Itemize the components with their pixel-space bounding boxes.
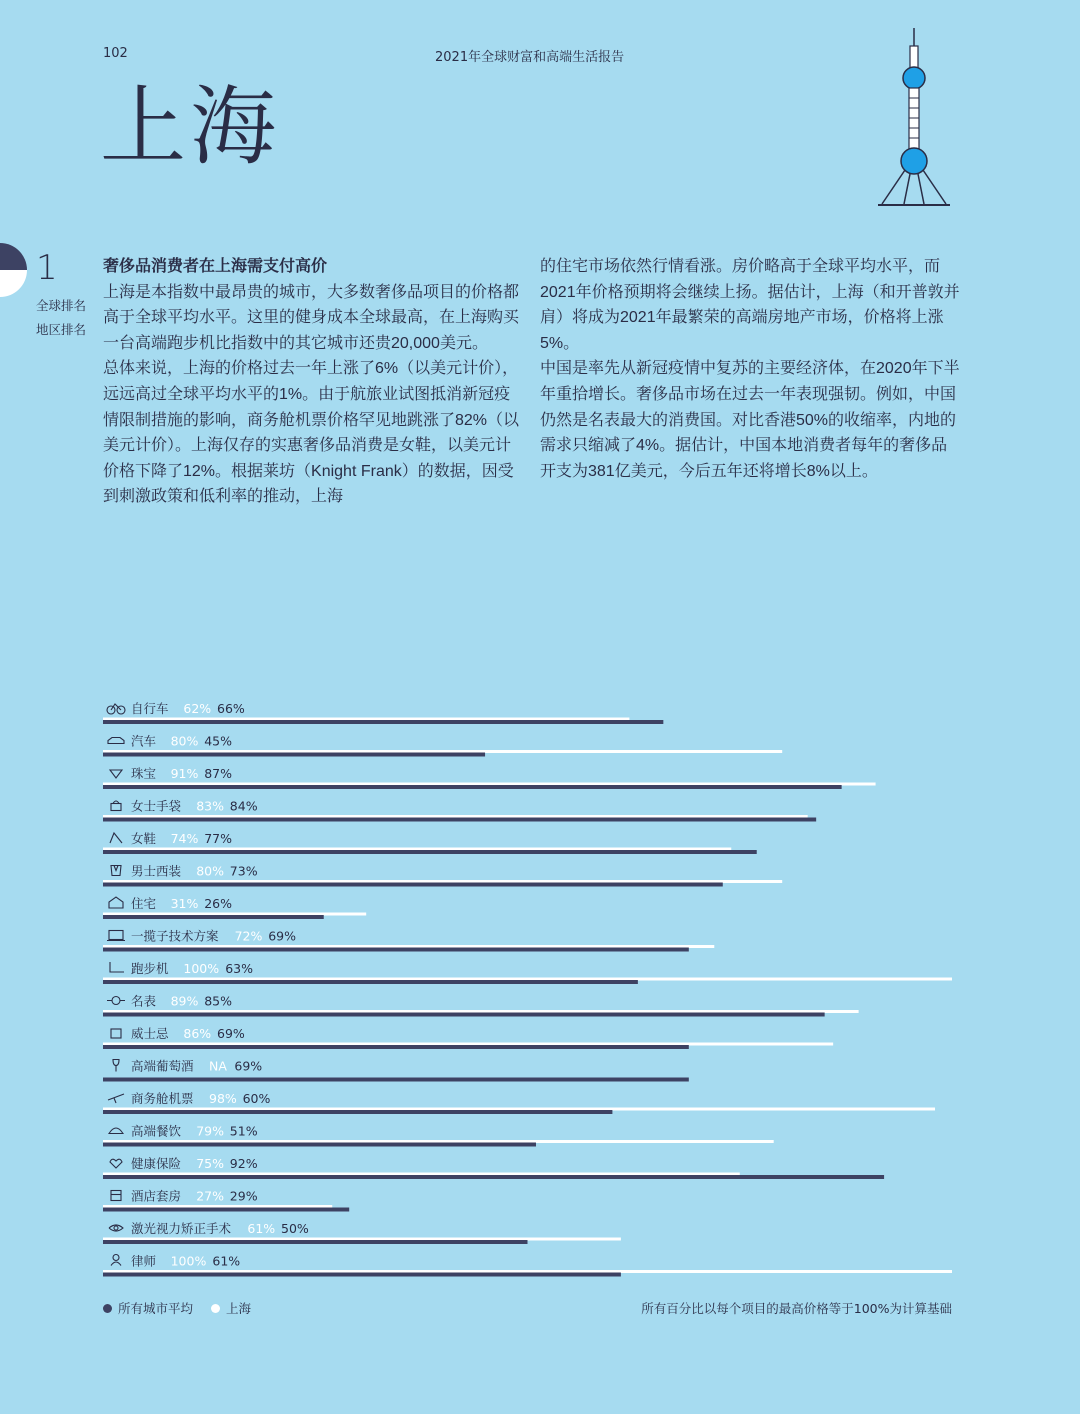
shanghai-value-label: 98%	[209, 1091, 237, 1106]
category-label: 名表	[131, 993, 157, 1009]
category-label: 汽车	[131, 733, 157, 749]
article-paragraph-3: 中国是率先从新冠疫情中复苏的主要经济体，在2020年下半年重拾增长。奢侈品市场在过去一年表现强韧。例如，中国仍然是名表最大的消费国。对比香港50%的收缩率，内地的需求只缩减了4%。据估计，中国本地消费者每年的奢侈品开支为381亿美元，今后五年还将增长8%以上。	[540, 360, 960, 480]
rank-label-region: 地区排名	[36, 322, 87, 337]
average-value-label: 73%	[229, 863, 258, 879]
page-number: 102	[103, 46, 128, 61]
category-label: 高端葡萄酒	[131, 1058, 194, 1074]
average-bar	[103, 948, 689, 952]
average-bar	[103, 850, 757, 854]
average-value-label: 85%	[204, 993, 232, 1009]
category-label: 高端餐饮	[131, 1123, 182, 1139]
watch-icon	[107, 997, 125, 1005]
shanghai-value-label: 100%	[170, 1253, 207, 1269]
average-value-label: 45%	[204, 733, 232, 749]
shanghai-value-label: 27%	[196, 1188, 224, 1204]
shanghai-value-label: 31%	[170, 896, 199, 911]
shanghai-value-label: 72%	[234, 928, 263, 944]
average-value-label: 51%	[229, 1123, 258, 1139]
category-label: 激光视力矫正手术	[131, 1221, 232, 1236]
shanghai-value-label: 62%	[183, 701, 212, 716]
treadmill-icon	[110, 962, 124, 972]
article-heading: 奢侈品消费者在上海需支付高价	[103, 258, 328, 275]
average-value-label: 69%	[268, 928, 296, 944]
shoe-icon	[110, 833, 122, 843]
category-label: 自行车	[131, 701, 169, 716]
diamond-icon	[110, 770, 122, 778]
shanghai-value-label: 89%	[170, 993, 199, 1009]
whisky-icon	[111, 1029, 121, 1038]
suit-icon	[111, 866, 121, 876]
health-icon	[110, 1159, 122, 1168]
average-bar	[103, 753, 485, 757]
average-value-label: 66%	[217, 701, 245, 716]
house-icon	[109, 897, 123, 908]
average-value-label: 60%	[242, 1091, 271, 1106]
category-label: 女士手袋	[131, 798, 182, 814]
category-label: 威士忌	[131, 1026, 169, 1041]
average-value-label: 92%	[229, 1156, 258, 1171]
shanghai-value-label: 83%	[196, 798, 224, 814]
laptop-icon	[107, 931, 125, 941]
legend-item-average: 所有城市平均	[103, 1299, 193, 1317]
average-value-label: 26%	[204, 896, 232, 911]
average-bar	[103, 915, 324, 919]
article-paragraph-2-continued: 的住宅市场依然行情看涨。房价略高于全球平均水平，而2021年价格预期将会继续上扬。据估计，上海（和开普敦并肩）将成为2021年最繁荣的高端房地产市场，价格将上涨5%。	[540, 258, 960, 352]
shanghai-value-label: 80%	[170, 733, 199, 749]
shanghai-value-label: 91%	[170, 766, 199, 781]
average-value-label: 77%	[204, 831, 232, 846]
category-label: 商务舱机票	[131, 1091, 194, 1106]
category-label: 律师	[131, 1253, 157, 1269]
average-bar	[103, 1045, 689, 1049]
price-index-chart	[0, 690, 1080, 1290]
category-label: 珠宝	[131, 766, 157, 781]
car-icon	[108, 738, 124, 744]
rank-label-global: 全球排名	[36, 298, 87, 313]
average-bar	[103, 1175, 884, 1179]
shanghai-value-label: 75%	[196, 1156, 224, 1171]
tower-icon	[872, 28, 956, 210]
rank-number: 1	[36, 248, 58, 288]
average-bar	[103, 1240, 528, 1244]
category-label: 健康保险	[131, 1156, 182, 1171]
average-value-label: 50%	[281, 1221, 309, 1236]
article-right-column	[540, 254, 960, 484]
article-left-column	[103, 254, 521, 510]
average-bar	[103, 1208, 349, 1212]
shanghai-value-label: 100%	[183, 961, 220, 976]
rank-tab-icon	[0, 243, 28, 297]
rank-label	[36, 294, 86, 342]
average-value-label: 84%	[229, 798, 258, 814]
shanghai-value-label: NA	[209, 1058, 227, 1074]
article-paragraph-1: 上海是本指数中最昂贵的城市，大多数奢侈品项目的价格都高于全球平均水平。这里的健身成本全球最高，在上海购买一台高端跑步机比指数中的其它城市还贵20,000美元。	[103, 283, 520, 352]
average-bar	[103, 1110, 612, 1114]
handbag-icon	[111, 801, 121, 811]
category-label: 跑步机	[131, 961, 169, 976]
chart-footnote: 所有百分比以每个项目的最高价格等于100%为计算基础	[641, 1301, 952, 1316]
hotel-icon	[111, 1191, 121, 1201]
average-value-label: 87%	[204, 766, 232, 781]
shanghai-value-label: 80%	[196, 863, 224, 879]
average-bar	[103, 785, 842, 789]
article-paragraph-2: 总体来说，上海的价格过去一年上涨了6%（以美元计价），远远高过全球平均水平的1%。由于航旅业试图抵消新冠疫情限制措施的影响，商务舱机票价格罕见地跳涨了82%（以美元计价）。上海仅存的实惠奢侈品消费是女鞋，以美元计价格下降了12%。根据莱坊（Knight Frank）的数据，因受到刺激政策和低利率的推动，上海	[103, 360, 520, 506]
average-value-label: 63%	[225, 961, 253, 976]
lawyer-icon	[111, 1255, 121, 1266]
average-bar	[103, 1143, 536, 1147]
average-value-label: 69%	[234, 1058, 263, 1074]
category-label: 一揽子技术方案	[131, 928, 219, 944]
eye-icon	[109, 1225, 123, 1231]
average-bar	[103, 818, 816, 822]
category-label: 女鞋	[131, 831, 157, 846]
average-bar	[103, 980, 638, 984]
shanghai-value-label: 79%	[196, 1123, 224, 1139]
shanghai-value-label: 74%	[170, 831, 199, 846]
bicycle-icon	[107, 704, 125, 714]
report-title: 2021年全球财富和高端生活报告	[435, 50, 625, 65]
legend-item-shanghai: 上海	[211, 1299, 251, 1317]
average-bar	[103, 1273, 621, 1277]
shanghai-value-label: 86%	[183, 1026, 212, 1041]
average-value-label: 69%	[217, 1026, 245, 1041]
average-bar	[103, 883, 723, 887]
average-bar	[103, 720, 663, 724]
category-label: 男士西装	[131, 863, 182, 879]
chart-legend	[103, 1299, 269, 1317]
average-bar	[103, 1078, 689, 1082]
shanghai-value-label: 61%	[247, 1221, 276, 1236]
dining-icon	[109, 1128, 123, 1134]
wine-icon	[113, 1060, 119, 1072]
average-bar	[103, 1013, 825, 1017]
category-label: 酒店套房	[131, 1188, 182, 1204]
category-label: 住宅	[131, 896, 157, 911]
average-value-label: 61%	[212, 1253, 241, 1269]
airplane-icon	[108, 1094, 124, 1103]
average-value-label: 29%	[229, 1188, 258, 1204]
city-title: 上海	[100, 77, 280, 177]
